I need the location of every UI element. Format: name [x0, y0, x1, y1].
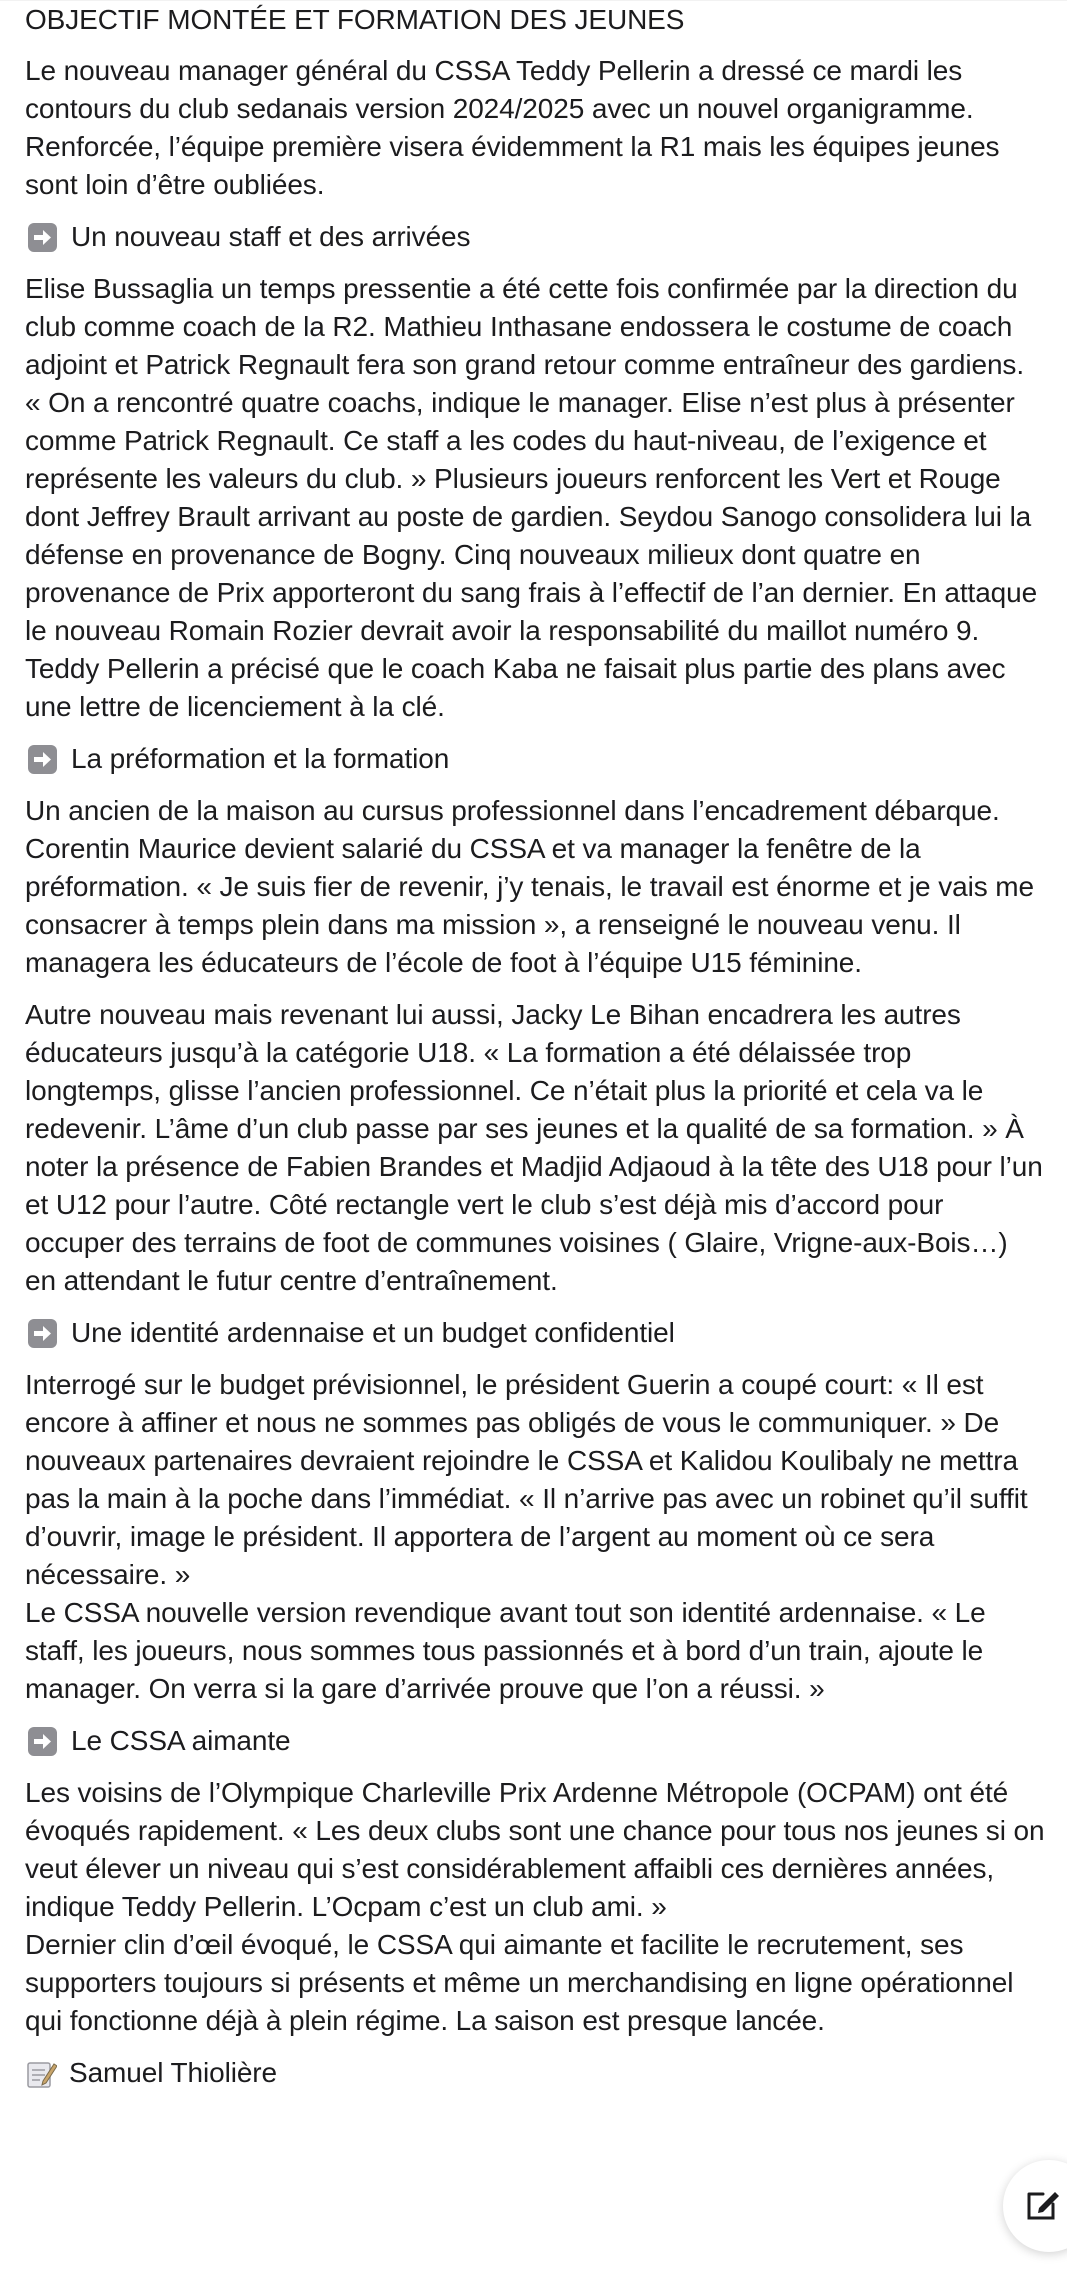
compose-icon	[1023, 2184, 1063, 2224]
memo-icon	[25, 2057, 57, 2089]
section-heading-text: Le CSSA aimante	[71, 1725, 291, 1756]
section-paragraph: Interrogé sur le budget prévisionnel, le président Guerin a coupé court: « Il est encore à affiner et nous ne sommes pas obligés de vous le communiquer. » De nouveaux partenaires devraient rejoindre le CSSA et Kalidou Koulibaly ne mettra pas la main à la poche dans l’immédiat. « Il n’arrive pas avec un robinet qu’il suffit d’ouvrir, image le président. Il apportera de l’argent au moment où ce sera nécessaire. » Le CSSA nouvelle version revendique avant tout son identité ardennaise. « Le staff, les joueurs, nous sommes tous passionnés et à bord d’un train, ajoute le manager. On verra si la gare d’arrivée prouve que l’on a réussi. »	[25, 1369, 1028, 1704]
section-heading-text: Un nouveau staff et des arrivées	[71, 221, 471, 252]
section-heading	[25, 740, 1045, 778]
section-heading	[25, 1722, 1045, 1760]
section-paragraph: Un ancien de la maison au cursus professionnel dans l’encadrement débarque. Corentin Maurice devient salarié du CSSA et va manager la fenêtre de la préformation. « Je suis fier de revenir, j’y tenais, le travail est énorme et je vais me consacrer à temps plein dans ma mission », a renseigné le nouveau venu. Il managera les éducateurs de l’école de foot à l’équipe U15 féminine.	[25, 795, 1034, 978]
section-paragraph: Autre nouveau mais revenant lui aussi, Jacky Le Bihan encadrera les autres éducateurs jusqu’à la catégorie U18. « La formation a été délaissée trop longtemps, glisse l’ancien professionnel. Ce n’était plus la priorité et cela va le redevenir. L’âme d’un club passe par ses jeunes et la qualité de sa formation. » À noter la présence de Fabien Brandes et Madjid Adjaoud à la tête des U18 pour l’un et U12 pour l’autre. Côté rectangle vert le club s’est déjà mis d’accord pour occuper des terrains de foot de communes voisines ( Glaire, Vrigne-aux-Bois…) en attendant le futur centre d’entraînement.	[25, 999, 1043, 1296]
section-paragraph: Les voisins de l’Olympique Charleville Prix Ardenne Métropole (OCPAM) ont été évoqués rapidement. « Les deux clubs sont une chance pour tous nos jeunes si on veut élever un niveau qui s’est considérablement affaibli ces dernières années, indique Teddy Pellerin. L’Ocpam c’est un club ami. » Dernier clin d’œil évoqué, le CSSA qui aimante et facilite le recrutement, ses supporters toujours si présents et même un merchandising en ligne opérationnel qui fonctionne déjà à plein régime. La saison est presque lancée.	[25, 1777, 1045, 2036]
section-heading-text: La préformation et la formation	[71, 743, 450, 774]
article-intro: Le nouveau manager général du CSSA Teddy Pellerin a dressé ce mardi les contours du club sedanais version 2024/2025 avec un nouvel organigramme. Renforcée, l’équipe première visera évidemment la R1 mais les équipes jeunes sont loin d’être oubliées.	[25, 55, 1000, 200]
section-heading-text: Une identité ardennaise et un budget confidentiel	[71, 1317, 675, 1348]
section-heading	[25, 1314, 1045, 1352]
article	[25, 0, 1045, 2092]
section-paragraph: Elise Bussaglia un temps pressentie a été cette fois confirmée par la direction du club comme coach de la R2. Mathieu Inthasane endossera le costume de coach adjoint et Patrick Regnault fera son grand retour comme entraîneur des gardiens. « On a rencontré quatre coachs, indique le manager. Elise n’est plus à présenter comme Patrick Regnault. Ce staff a les codes du haut-niveau, de l’exigence et représente les valeurs du club. » Plusieurs joueurs renforcent les Vert et Rouge dont Jeffrey Brault arrivant au poste de gardien. Seydou Sanogo consolidera lui la défense en provenance de Bogny. Cinq nouveaux milieux dont quatre en provenance de Prix apporteront du sang frais à l’effectif de l’an dernier. En attaque le nouveau Romain Rozier devrait avoir la responsabilité du maillot numéro 9. Teddy Pellerin a précisé que le coach Kaba ne faisait plus partie des plans avec une lettre de licenciement à la clé.	[25, 273, 1038, 722]
right-arrow-icon	[28, 745, 57, 774]
section-heading	[25, 218, 1045, 256]
right-arrow-icon	[28, 1319, 57, 1348]
right-arrow-icon	[28, 223, 57, 252]
article-title: OBJECTIF MONTÉE ET FORMATION DES JEUNES	[25, 4, 685, 35]
author-name: Samuel Thiolière	[69, 2057, 277, 2088]
compose-button[interactable]	[1003, 2160, 1067, 2252]
right-arrow-icon	[28, 1727, 57, 1756]
author-line	[25, 2054, 1045, 2092]
